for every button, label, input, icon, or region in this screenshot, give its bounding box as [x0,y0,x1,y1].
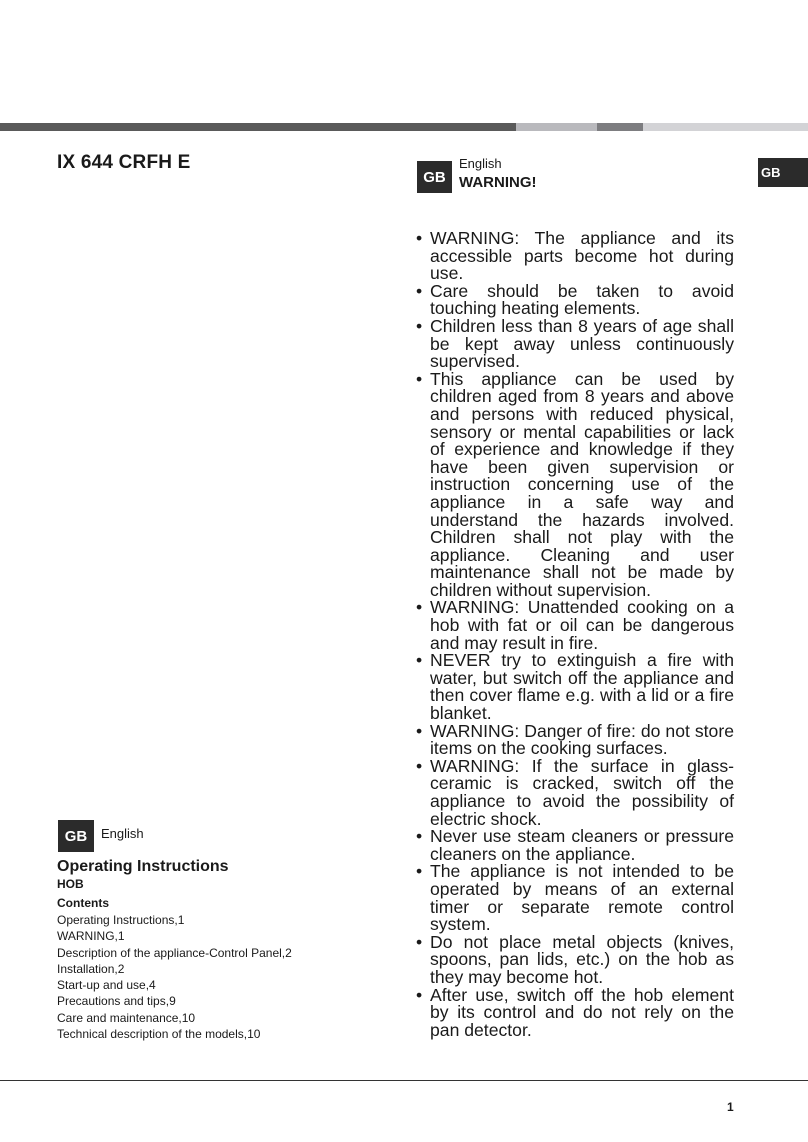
warning-heading: WARNING! [459,174,537,191]
language-badge: GB [417,161,452,193]
warning-item: • This appliance can be used by children aged from 8 years and above and persons with reduced physical, sensory or mental capabilities or lack of experience and knowledge if they have been given supervision or instruction concerning use of the appliance in a safe way and understand the hazards involved. Children shall not play with the appliance. Cleaning and user maintenance shall not be made by children without supervision. [416,371,734,600]
warning-item: • Do not place metal objects (knives, spoons, pan lids, etc.) on the hob as they may become hot. [416,934,734,987]
toc-language-badge: GB [58,820,94,852]
toc-language-label: English [101,826,144,841]
model-title: IX 644 CRFH E [57,152,191,173]
warning-item: • NEVER try to extinguish a fire with water, but switch off the appliance and then cover flame e.g. with a lid or a fire blanket. [416,652,734,722]
toc-item[interactable]: Care and maintenance,10 [57,1010,196,1025]
warning-item: • WARNING: If the surface in glass-ceramic is cracked, switch off the appliance to avoid the possibility of electric shock. [416,758,734,828]
page-number: 1 [727,1100,734,1114]
toc-item[interactable]: Technical description of the models,10 [57,1027,261,1042]
header-language-label: English [459,156,502,171]
toc-item[interactable]: Start-up and use,4 [57,978,156,993]
toc-subtitle: HOB [57,877,84,891]
toc-title: Operating Instructions [57,858,229,875]
warning-item: • WARNING: The appliance and its accessible parts become hot during use. [416,230,734,283]
table-of-contents [57,857,357,1042]
footer-divider [0,1080,808,1081]
toc-item[interactable]: Precautions and tips,9 [57,994,176,1009]
toc-item[interactable]: Operating Instructions,1 [57,913,185,927]
toc-contents-label: Contents [57,896,109,910]
warning-item: • Never use steam cleaners or pressure cleaners on the appliance. [416,828,734,863]
warning-item: • Care should be taken to avoid touching heating elements. [416,283,734,318]
warning-item: • The appliance is not intended to be operated by means of an external timer or separate remote control system. [416,863,734,933]
color-bar-segment [643,123,808,131]
warning-item: • Children less than 8 years of age shall be kept away unless continuously supervised. [416,318,734,371]
toc-item[interactable]: Description of the appliance-Control Panel,2 [57,945,292,960]
color-bar-segment [516,123,597,131]
toc-item[interactable]: WARNING,1 [57,929,125,944]
side-language-tab: GB [758,158,808,187]
warning-list [416,230,734,1039]
warning-item: • WARNING: Unattended cooking on a hob with fat or oil can be dangerous and may result in fire. [416,599,734,652]
warning-item: • After use, switch off the hob element by its control and do not rely on the pan detector. [416,987,734,1040]
toc-item[interactable]: Installation,2 [57,961,125,976]
color-bar-segment [597,123,643,131]
warning-item: • WARNING: Danger of fire: do not store items on the cooking surfaces. [416,723,734,758]
color-bar-segment [0,123,516,131]
header-color-bar [0,123,808,131]
